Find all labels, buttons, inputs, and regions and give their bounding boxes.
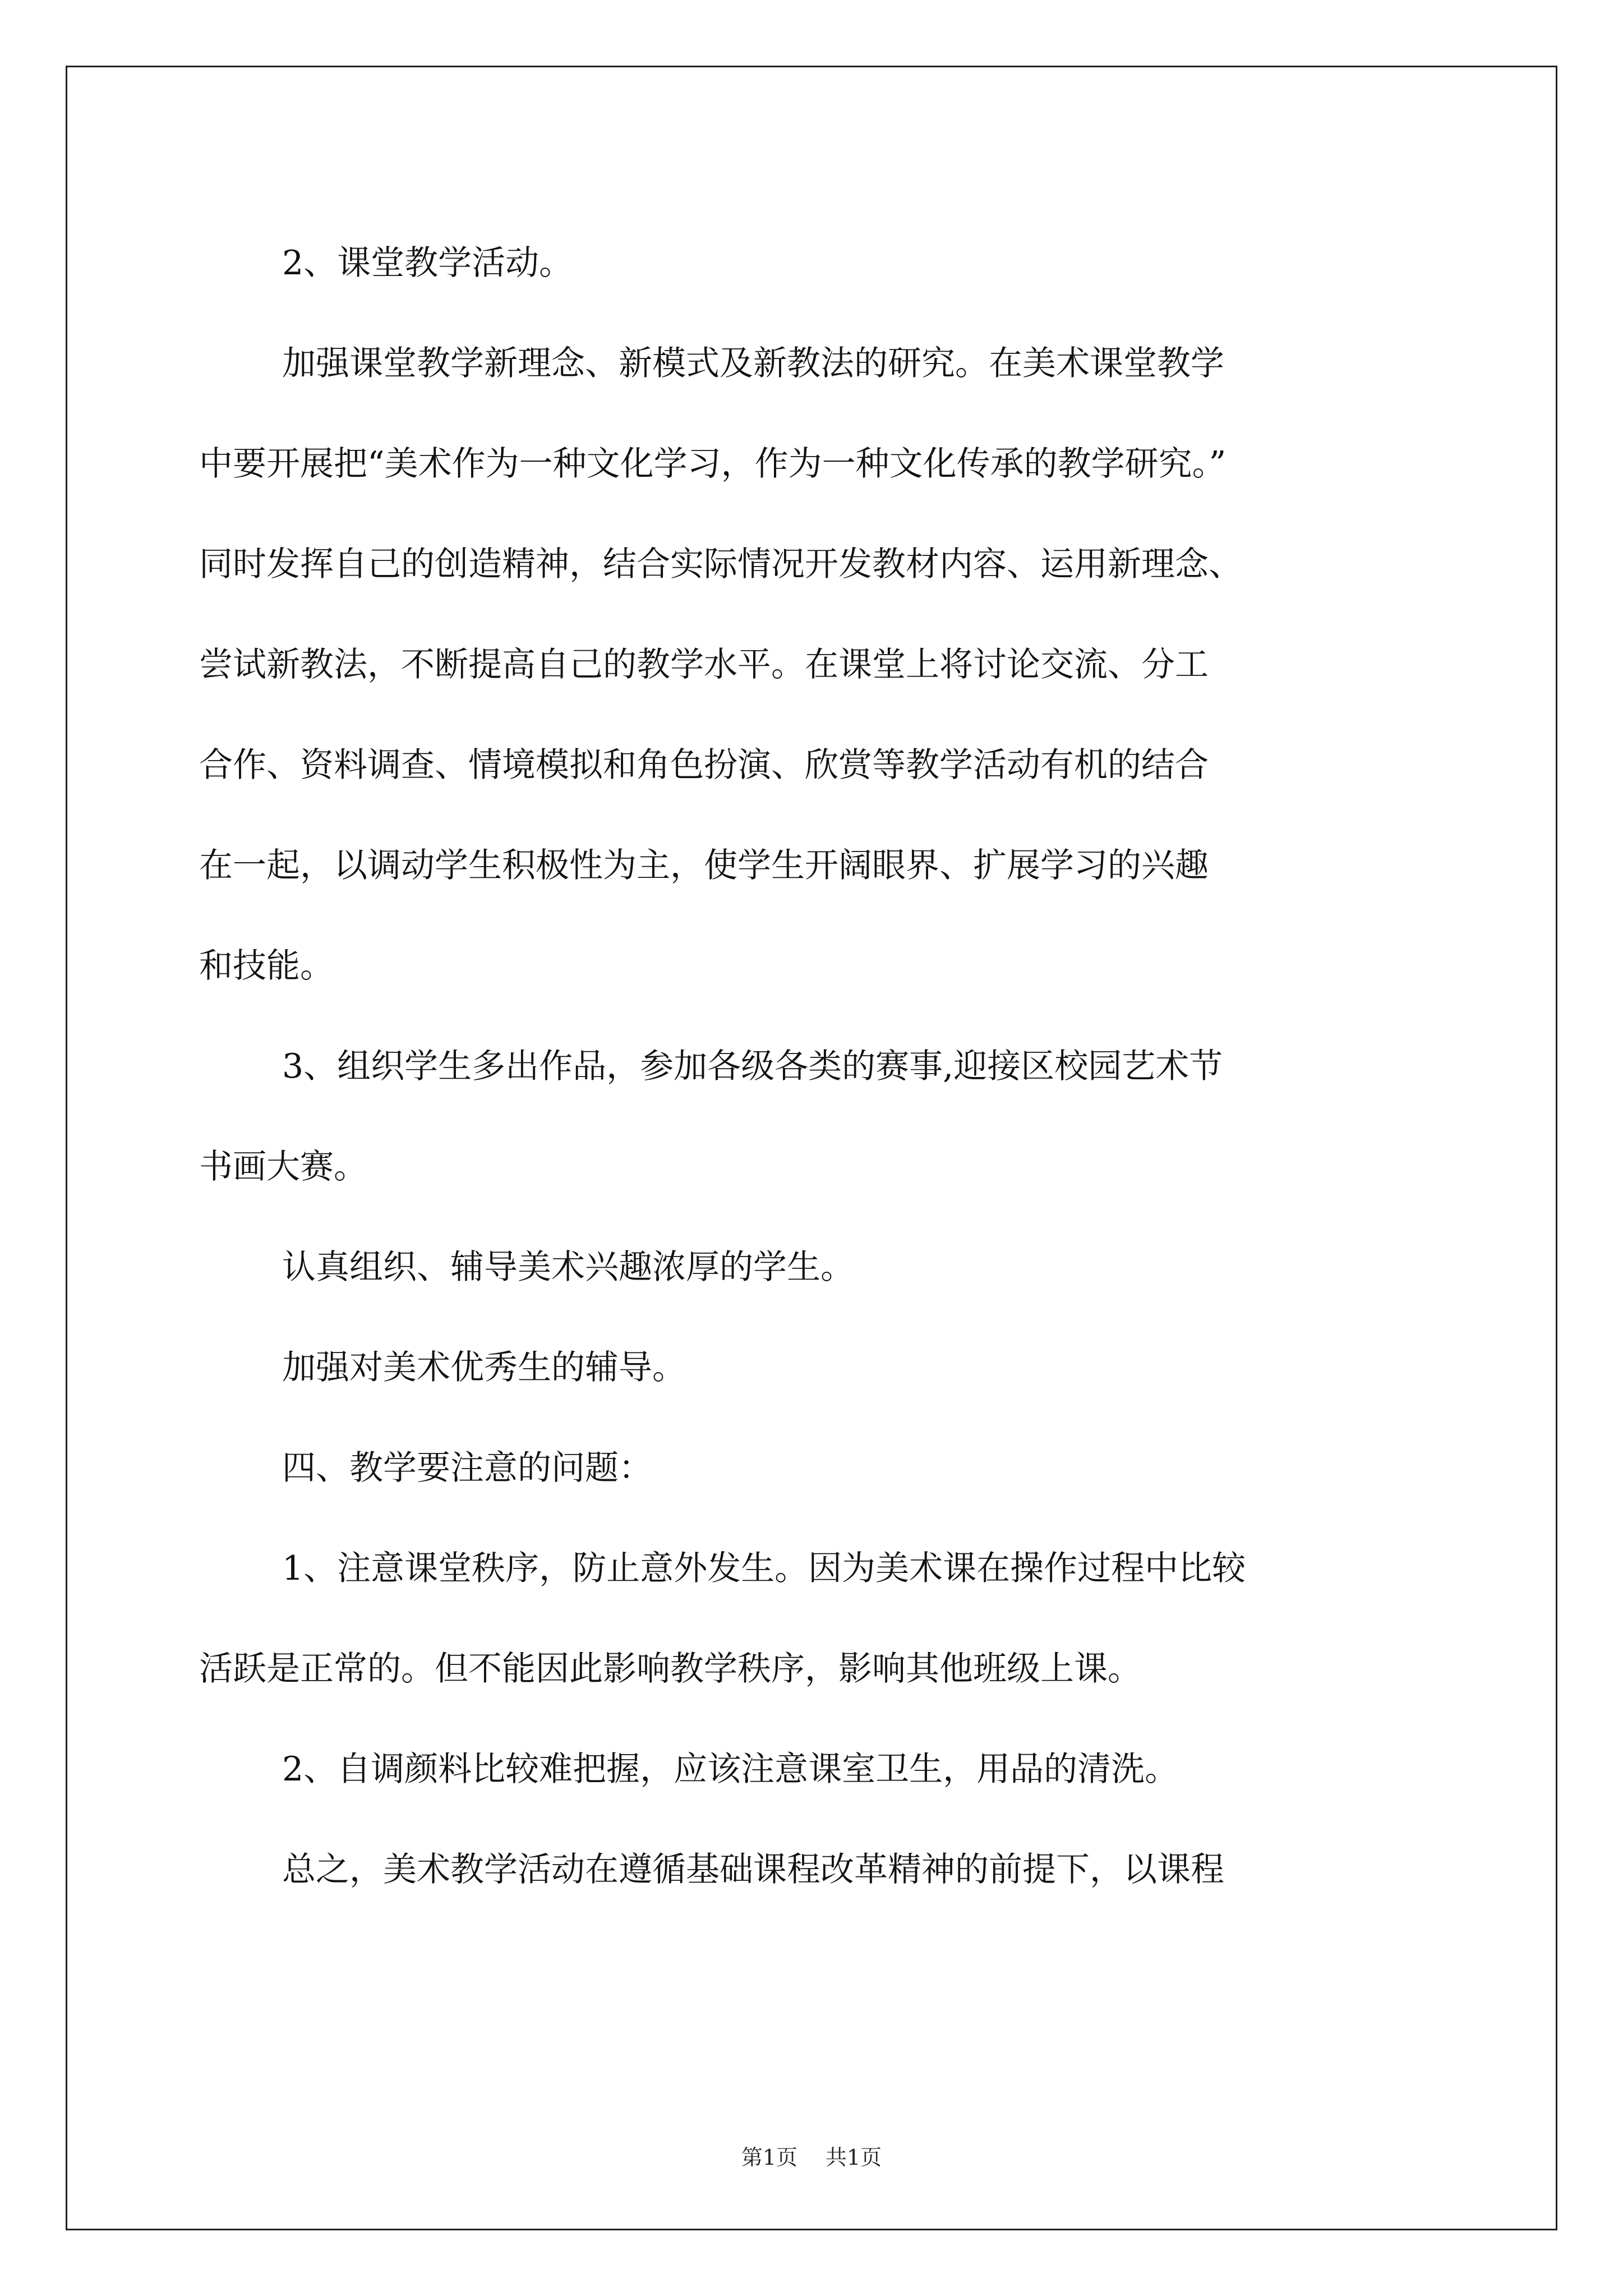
text-line: 活跃是正常的。但不能因此影响教学秩序，影响其他班级上课。 [199, 1649, 1141, 1688]
text-line: 书画大赛。 [199, 1147, 367, 1186]
text-line: 加强对美术优秀生的辅导。 [282, 1348, 686, 1387]
text-line: 合作、资料调查、情境模拟和角色扮演、欣赏等教学活动有机的结合 [199, 746, 1209, 785]
text-line: 在一起，以调动学生积极性为主，使学生开阔眼界、扩展学习的兴趣 [199, 846, 1209, 885]
document-body [199, 213, 1517, 1920]
text-line: 认真组织、辅导美术兴趣浓厚的学生。 [282, 1248, 854, 1287]
text-line: 中要开展把“美术作为一种文化学习，作为一种文化传承的教学研究。” [199, 444, 1227, 484]
text-line: 1、注意课堂秩序，防止意外发生。因为美术课在操作过程中比较 [282, 1549, 1246, 1588]
text-line: 同时发挥自己的创造精神，结合实际情况开发教材内容、运用新理念、 [199, 545, 1242, 584]
text-line: 总之，美术教学活动在遵循基础课程改革精神的前提下，以课程 [282, 1850, 1224, 1889]
page-number: 第1页 [741, 2145, 797, 2170]
text-line: 3、组织学生多出作品，参加各级各类的赛事,迎接区校园艺术节 [282, 1047, 1223, 1086]
page-footer [0, 2140, 1623, 2171]
text-line: 和技能。 [199, 946, 334, 986]
text-line: 尝试新教法，不断提高自己的教学水平。在课堂上将讨论交流、分工 [199, 645, 1209, 684]
text-line: 2、自调颜料比较难把握，应该注意课室卫生，用品的清洗。 [282, 1750, 1179, 1789]
text-line: 2、课堂教学活动。 [282, 243, 573, 283]
text-line: 四、教学要注意的问题： [282, 1448, 652, 1488]
page-total: 共1页 [826, 2145, 882, 2170]
text-line: 加强课堂教学新理念、新模式及新教法的研究。在美术课堂教学 [282, 344, 1224, 383]
